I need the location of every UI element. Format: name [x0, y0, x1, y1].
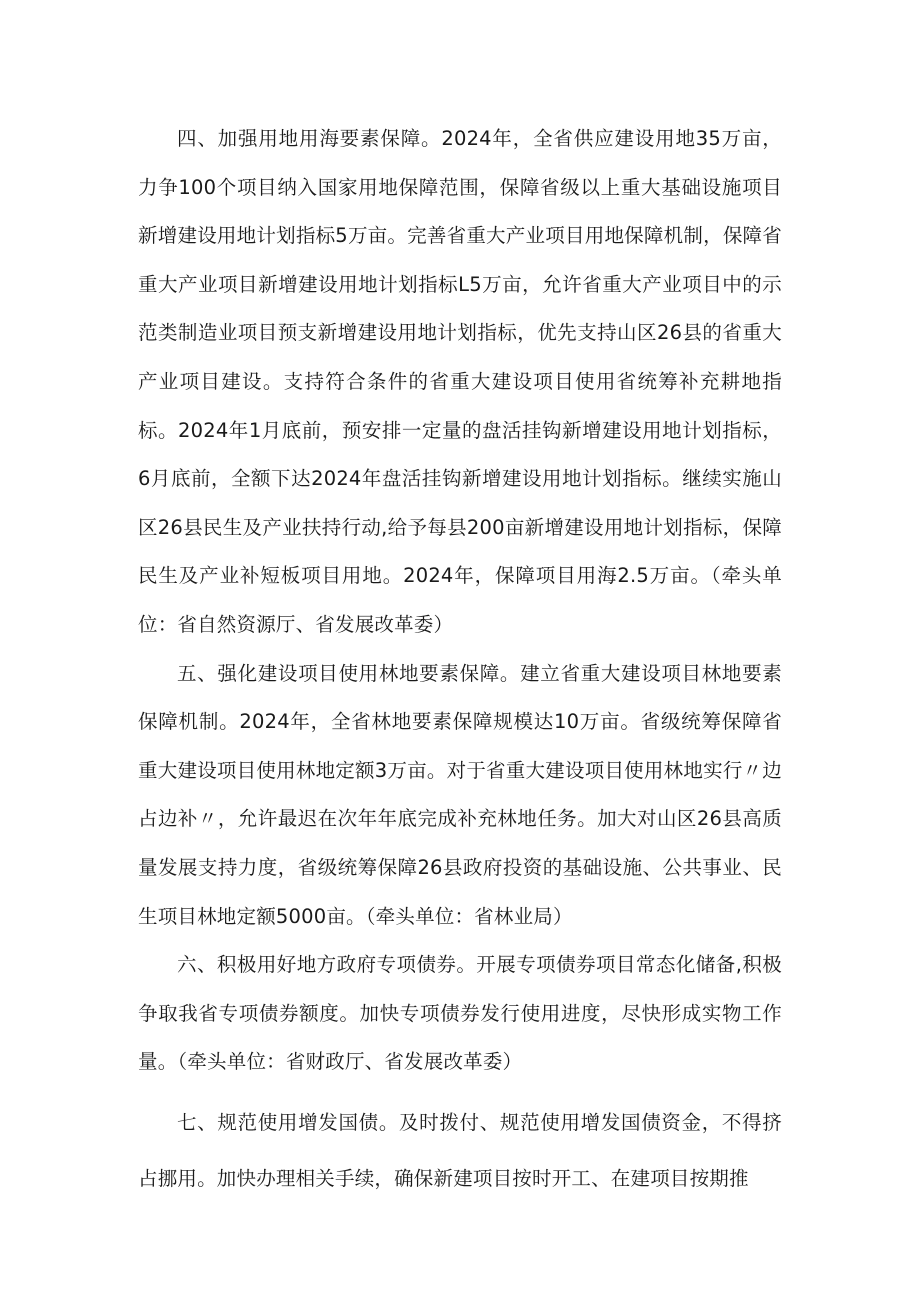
paragraph-land-sea-guarantee: 四、加强用地用海要素保障。2024年，全省供应建设用地35万亩，力争100个项目纳入国家用地保障范围，保障省级以上重大基础设施项目新增建设用地计划指标5万亩。完善省重大产业项目用地保障机制，保障省重大产业项目新增建设用地计划指标L5万亩，允许省重大产业项目中的示范类制造业项目预支新增建设用地计划指标，优先支持山区26县的省重大产业项目建设。支持符合条件的省重大建设项目使用省统筹补充耕地指标。2024年1月底前，预安排一定量的盘活挂钩新增建设用地计划指标，6月底前，全额下达2024年盘活挂钩新增建设用地计划指标。继续实施山区26县民生及产业扶持行动,给予每县200亩新增建设用地计划指标，保障民生及产业补短板项目用地。2024年，保障项目用海2.5万亩。（牵头单位：省自然资源厅、省发展改革委）	[138, 127, 782, 636]
paragraph-forest-land-guarantee: 五、强化建设项目使用林地要素保障。建立省重大建设项目林地要素保障机制。2024年，全省林地要素保障规模达10万亩。省级统筹保障省重大建设项目使用林地定额3万亩。对于省重大建设项目使用林地实行〃边占边补〃，允许最迟在次年年底完成补充林地任务。加大对山区26县高质量发展支持力度，省级统筹保障26县政府投资的基础设施、公共事业、民生项目林地定额5000亩。（牵头单位：省林业局）	[138, 661, 782, 928]
paragraph-treasury-bonds: 七、规范使用增发国债。及时拨付、规范使用增发国债资金，不得挤占挪用。加快办理相关手续，确保新建项目按时开工、在建项目按期推	[138, 1110, 782, 1190]
paragraph-special-bonds: 六、积极用好地方政府专项债券。开展专项债券项目常态化储备,积极争取我省专项债券额度。加快专项债券发行使用进度，尽快形成实物工作量。（牵头单位：省财政厅、省发展改革委）	[138, 953, 782, 1074]
